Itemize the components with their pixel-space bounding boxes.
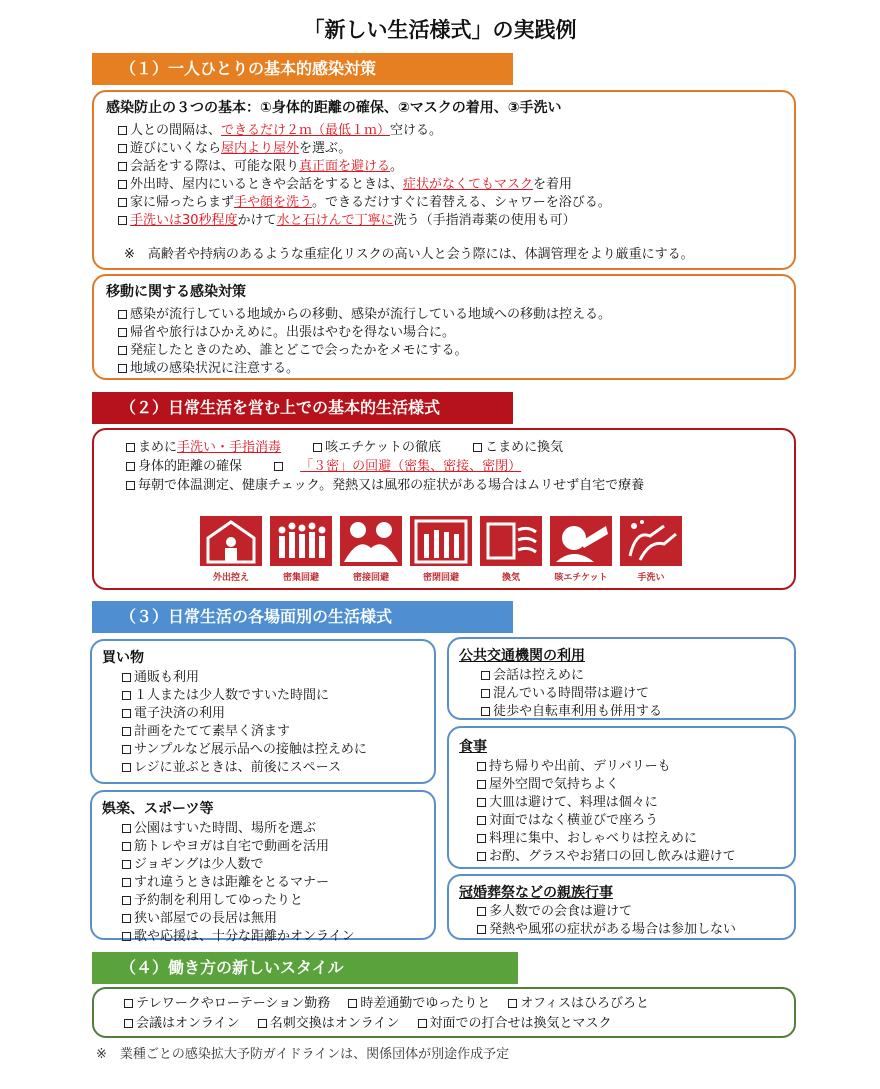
checkbox-icon (124, 1019, 133, 1028)
cough-etiquette-icon (550, 516, 612, 566)
checkbox-icon (122, 691, 131, 700)
checkbox-icon (118, 216, 127, 225)
list-item: 人との間隔は、できるだけ２ｍ（最低１ｍ）空ける。 (118, 122, 611, 140)
icon-label: 咳エチケット (554, 573, 608, 583)
meals-box (447, 726, 796, 869)
checkbox-icon (122, 860, 131, 869)
checkbox-icon (473, 443, 482, 452)
list-item: １人または少人数ですいた時間に (122, 687, 367, 705)
checkbox-icon (122, 745, 131, 754)
meals-heading: 食事 (459, 739, 487, 755)
list-item: 発症したときのため、誰とどこで会ったかをメモにする。 (118, 342, 611, 360)
list-item: 家に帰ったらまず手や顔を洗う。できるだけすぐに着替える、シャワーを浴びる。 (118, 194, 611, 212)
checkbox-icon (122, 878, 131, 887)
icon-label: 外出控え (212, 573, 249, 583)
ceremony-list (477, 903, 736, 939)
checkbox-icon (477, 816, 486, 825)
checkbox-icon (118, 180, 127, 189)
section1-banner: （１）一人ひとりの基本的感染対策 (92, 53, 513, 85)
ceremony-heading: 冠婚葬祭などの親族行事 (459, 885, 613, 901)
checkbox-icon (481, 707, 490, 716)
list-item: 手洗いは30秒程度かけて水と石けんで丁寧に洗う（手指消毒薬の使用も可） (118, 212, 611, 230)
checkbox-icon (122, 709, 131, 718)
checkbox-icon (122, 896, 131, 905)
checkbox-icon (122, 824, 131, 833)
meals-list (477, 758, 736, 866)
list-item: 大皿は避けて、料理は個々に (477, 794, 736, 812)
close-contact-icon (340, 516, 402, 566)
list-item: ジョギングは少人数で (122, 856, 355, 874)
checkbox-icon (118, 310, 127, 319)
handwash-icon (620, 516, 682, 566)
basic-measures-box (92, 90, 796, 270)
daily-life-box (92, 428, 796, 590)
checkbox-icon (118, 346, 127, 355)
checkbox-icon (477, 780, 486, 789)
list-item: 歌や応援は、十分な距離かオンライン (122, 928, 355, 946)
list-item: 混んでいる時間帯は避けて (481, 685, 662, 703)
list-item: 対面ではなく横並びで座ろう (477, 812, 736, 830)
work-style-box (92, 987, 796, 1038)
checkbox-icon (274, 462, 283, 471)
house-stay-icon (200, 516, 262, 566)
shopping-heading: 買い物 (102, 650, 144, 666)
checkbox-icon (118, 328, 127, 337)
transit-heading: 公共交通機関の利用 (459, 648, 585, 664)
list-item: 地域の感染状況に注意する。 (118, 360, 611, 378)
daily-row-1: まめに手洗い・手指消毒 咳エチケットの徹底 こまめに換気 (126, 438, 563, 457)
work-row-1: テレワークやローテーション勤務 時差通勤でゆったりと オフィスはひろびろと (124, 994, 649, 1013)
list-item: 屋外空間で気持ちよく (477, 776, 736, 794)
checkbox-icon (118, 144, 127, 153)
checkbox-icon (477, 852, 486, 861)
checkbox-icon (481, 671, 490, 680)
ventilation-icon (480, 516, 542, 566)
list-item: 狭い部屋での長居は無用 (122, 910, 355, 928)
checkbox-icon (477, 834, 486, 843)
footnote: ※ 業種ごとの感染拡大予防ガイドラインは、関係団体が別途作成予定 (96, 1047, 510, 1062)
icon-label: 密接回避 (352, 573, 389, 583)
crowd-avoid-icon (270, 516, 332, 566)
list-item: 徒歩や自転車利用も併用する (481, 703, 662, 721)
list-item: 予約制を利用してゆったりと (122, 892, 355, 910)
list-item: サンプルなど展示品への接触は控えめに (122, 741, 367, 759)
checkbox-icon (122, 763, 131, 772)
daily-row-2: 身体的距離の確保 「３密」の回避（密集、密接、密閉） (126, 457, 521, 476)
list-item: 計画をたてて素早く済ます (122, 723, 367, 741)
section2-banner: （２）日常生活を営む上での基本的生活様式 (92, 392, 513, 424)
travel-measures-heading: 移動に関する感染対策 (106, 284, 246, 300)
page-title: 「新しい生活様式」の実践例 (303, 18, 577, 42)
leisure-list (122, 820, 355, 946)
basic-measures-list (118, 122, 611, 230)
checkbox-icon (477, 907, 486, 916)
list-item: 感染が流行している地域からの移動、感染が流行している地域への移動は控える。 (118, 306, 611, 324)
high-risk-note: ※ 高齢者や持病のあるような重症化リスクの高い人と会う際には、体調管理をより厳重にする。 (124, 247, 694, 262)
checkbox-icon (481, 689, 490, 698)
checkbox-icon (418, 1019, 427, 1028)
checkbox-icon (477, 798, 486, 807)
checkbox-icon (122, 842, 131, 851)
checkbox-icon (124, 999, 133, 1008)
list-item: すれ違うときは距離をとるマナー (122, 874, 355, 892)
shopping-box (90, 639, 436, 784)
checkbox-icon (118, 126, 127, 135)
section3-banner: （３）日常生活の各場面別の生活様式 (92, 601, 513, 633)
list-item: 持ち帰りや出前、デリバリーも (477, 758, 736, 776)
basic-measures-heading: 感染防止の３つの基本：①身体的距離の確保、②マスクの着用、③手洗い (106, 100, 562, 116)
travel-measures-list (118, 306, 611, 378)
list-item: 通販も利用 (122, 669, 367, 687)
ceremony-box (447, 874, 796, 940)
icon-label: 密集回避 (282, 573, 319, 583)
checkbox-icon (313, 443, 322, 452)
checkbox-icon (258, 1019, 267, 1028)
checkbox-icon (122, 673, 131, 682)
section4-banner: （４）働き方の新しいスタイル (92, 952, 518, 984)
checkbox-icon (126, 462, 135, 471)
transit-box (447, 637, 796, 720)
work-row-2: 会議はオンライン 名刺交換はオンライン 対面での打合せは換気とマスク (124, 1014, 612, 1033)
leisure-box (90, 790, 436, 944)
closed-space-icon (410, 516, 472, 566)
list-item: お酌、グラスやお猪口の回し飲みは避けて (477, 848, 736, 866)
list-item: 料理に集中、おしゃべりは控えめに (477, 830, 736, 848)
checkbox-icon (118, 364, 127, 373)
leisure-heading: 娯楽、スポーツ等 (102, 801, 214, 817)
list-item: 帰省や旅行はひかえめに。出張はやむを得ない場合に。 (118, 324, 611, 342)
list-item: 会話をする際は、可能な限り真正面を避ける。 (118, 158, 611, 176)
checkbox-icon (477, 925, 486, 934)
list-item: 筋トレやヨガは自宅で動画を活用 (122, 838, 355, 856)
daily-row-3: 毎朝で体温測定、健康チェック。発熱又は風邪の症状がある場合はムリせず自宅で療養 (126, 476, 644, 495)
checkbox-icon (118, 198, 127, 207)
transit-list (481, 667, 662, 721)
travel-measures-box (92, 274, 796, 380)
list-item: レジに並ぶときは、前後にスペース (122, 759, 367, 777)
checkbox-icon (122, 914, 131, 923)
list-item: 電子決済の利用 (122, 705, 367, 723)
checkbox-icon (126, 443, 135, 452)
checkbox-icon (508, 999, 517, 1008)
checkbox-icon (126, 481, 135, 490)
list-item: 外出時、屋内にいるときや会話をするときは、症状がなくてもマスクを着用 (118, 176, 611, 194)
checkbox-icon (348, 999, 357, 1008)
list-item: 公園はすいた時間、場所を選ぶ (122, 820, 355, 838)
list-item: 遊びにいくなら屋内より屋外を選ぶ。 (118, 140, 611, 158)
checkbox-icon (118, 162, 127, 171)
icon-label: 換気 (501, 573, 520, 583)
list-item: 多人数での会食は避けて (477, 903, 736, 921)
checkbox-icon (122, 727, 131, 736)
checkbox-icon (477, 762, 486, 771)
icon-label: 密閉回避 (422, 573, 459, 583)
list-item: 会話は控えめに (481, 667, 662, 685)
shopping-list (122, 669, 367, 777)
checkbox-icon (122, 932, 131, 941)
icon-label: 手洗い (637, 573, 665, 583)
list-item: 発熱や風邪の症状がある場合は参加しない (477, 921, 736, 939)
